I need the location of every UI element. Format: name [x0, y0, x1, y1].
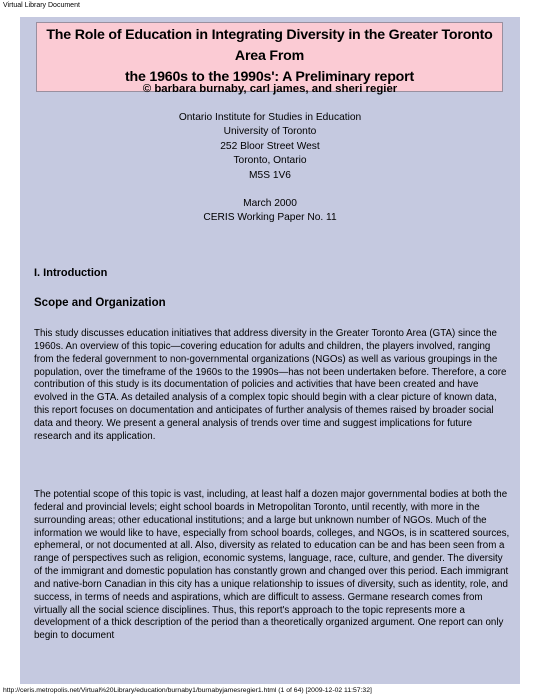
affiliation-line: Ontario Institute for Studies in Education: [178, 112, 362, 123]
affiliation-line: M5S 1V6: [249, 169, 291, 181]
authors: © barbara burnaby, carl james, and sheri regier: [142, 83, 398, 95]
affiliation-line: Toronto, Ontario: [233, 155, 307, 167]
print-footer-url: http://ceris.metropolis.net/Virtual%20Library/education/burnaby1/burnabyjamesregier1.html (1 of 64) [2009-12-02 11:57:32]: [3, 687, 372, 694]
section-heading: I. Introduction: [34, 267, 108, 279]
publication-date: March 2000: [243, 198, 297, 210]
body-paragraph: The potential scope of this topic is vast, including, at least half a dozen major governmental bodies at both the federal and provincial levels; eight school boards in Metropolitan Toronto, until recently, with more in the surrounding areas; other educational institutions; and a large but unknown number of NGOs. Much of the information we would like to have, especially from school boards, colleges, and NGOs, is in scattered sources, ephemeral, or not documented at all. Also, diversity as related to education can be and has been seen from a range of perspectives such as religion, economic systems, language, race, culture, and gender. The diversity of the immigrant and domestic population has constantly grown and changed over this period. Each immigrant and native-born Canadian in this city has a unique relationship to issues of diversity, such as identity, role, and success, in terms of needs and aspirations, which are difficult to assess. Germane research comes from virtually all the social science disciplines. Thus, this report's approach to the topic represents more a development of a thick description of the period than a theoretically organized argument. One report can only begin to document: [34, 489, 510, 642]
affiliation-line: 252 Bloor Street West: [220, 140, 320, 152]
document-title-box: [36, 22, 503, 92]
working-paper-series: CERIS Working Paper No. 11: [203, 212, 337, 224]
document-title-line2: the 1960s to the 1990s': A Preliminary report: [124, 69, 414, 85]
subsection-heading: Scope and Organization: [34, 297, 166, 309]
affiliation-line: University of Toronto: [223, 126, 317, 138]
document-title-line1: The Role of Education in Integrating Diversity in the Greater Toronto Area From: [46, 27, 493, 64]
document-page: [20, 17, 520, 684]
print-header: Virtual Library Document: [3, 2, 80, 9]
affiliation-block: [20, 111, 520, 226]
body-paragraph: This study discusses education initiatives that address diversity in the Greater Toronto Area (GTA) since the 1960s. An overview of this topic—covering education for adults and children, the players involved, ranging from the federal government to non-governmental organizations (NGOs) as well as various groupings in the population, over the timeframe of the 1960s to the 1990s—has not been undertaken before. Therefore, a core contribution of this study is its documentation of policies and activities that have been created and have evolved in the GTA. As detailed analysis of a complex topic should begin with a clear picture of known data, this report focuses on documentation and anticipates of further analysis of themes raised by broader social data and theory. We present a general analysis of trends over time and suggest implications for future research and its application.: [34, 328, 507, 442]
